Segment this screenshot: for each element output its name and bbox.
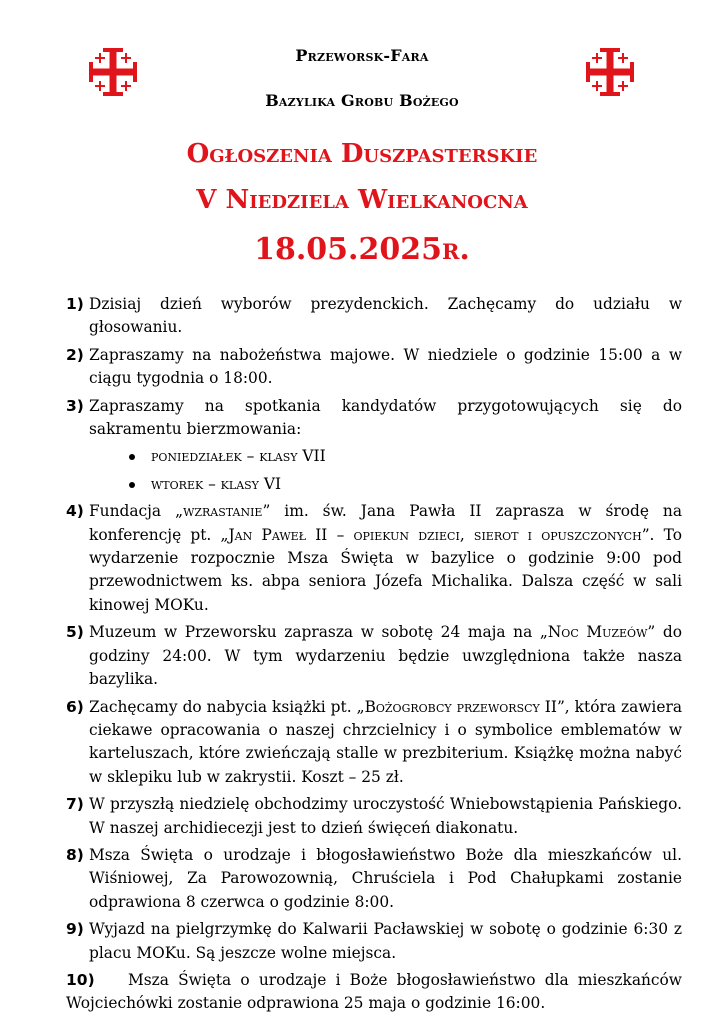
item-number: 1): [66, 295, 84, 313]
item-number: 6): [66, 697, 84, 716]
date-value: 18.05.2025: [254, 232, 442, 267]
item-text: Wyjazd na pielgrzymkę do Kalwarii Pacławskiej w sobotę o godzinie 6:30 z placu MOKu. Są jeszcze wolne miejsca.: [89, 920, 682, 962]
page-title: Ogłoszenia Duszpasterskie: [186, 139, 538, 169]
list-item: [66, 918, 682, 965]
bullet-list: [89, 445, 682, 496]
basilica-name: Bazylika Grobu Bożego: [265, 91, 459, 110]
list-item: [66, 293, 682, 340]
date-suffix: r.: [441, 232, 470, 267]
list-item: [66, 621, 682, 691]
page-subtitle: V Niedziela Wielkanocna: [196, 185, 528, 215]
item-text: Zachęcamy do nabycia książki pt. „: [89, 697, 365, 716]
bullet-item: wtorek – klasy VI: [129, 473, 682, 496]
list-item: [66, 500, 682, 617]
item-number: 9): [66, 920, 84, 939]
item-number: 8): [66, 845, 84, 864]
parish-name: Przeworsk-Fara: [295, 46, 429, 65]
item-text: Muzeum w Przeworsku zaprasza w sobotę 24 maja na „: [89, 623, 548, 642]
list-item: [66, 793, 682, 840]
list-item: [66, 844, 682, 914]
item-number: 5): [66, 623, 84, 642]
list-item: [66, 344, 682, 391]
announcement-date: [0, 232, 724, 267]
item-text: W przyszłą niedzielę obchodzimy uroczystość Wniebowstąpienia Pańskiego. W naszej archidiecezji jest to dzień święceń diakonatu.: [89, 795, 682, 837]
item-text-smallcaps: Jan Paweł II – opiekun dzieci, sierot i opuszczonych: [228, 525, 642, 544]
list-item: [66, 696, 682, 790]
list-item: [66, 969, 682, 1016]
item-text-smallcaps: Bożogrobcy przeworscy II: [364, 697, 557, 716]
item-number: 4): [66, 502, 84, 521]
item-number: 10): [66, 970, 95, 989]
item-text: Zapraszamy na nabożeństwa majowe. W niedziele o godzinie 15:00 a w ciągu tygodnia o 18:00.: [89, 345, 682, 388]
item-text: Msza Święta o urodzaje i błogosławieństwo Boże dla mieszkańców ul. Wiśniowej, Za Parowozownią, Chruściela i Pod Chałupkami zostanie odprawiona 8 czerwca o godzinie 8:00.: [89, 845, 682, 911]
item-text-smallcaps: wzrastanie: [183, 502, 263, 521]
item-text: Fundacja „: [89, 502, 184, 521]
item-number: 3): [66, 396, 84, 415]
item-number: 2): [66, 345, 84, 364]
announcements-list: [66, 293, 682, 1020]
item-text-smallcaps: Noc Muzeów: [547, 623, 648, 642]
item-text: ” do godziny 24:00. W tym wydarzeniu będzie uwzględniona także nasza bazylika.: [89, 623, 682, 689]
item-text: ” im. św. Jana Pawła II zaprasza w środę na konferencję pt. „: [89, 502, 683, 544]
list-item: [66, 395, 682, 497]
item-number: 7): [66, 795, 84, 814]
item-text: ”. To wydarzenie rozpocznie Msza Święta w bazylice o godzinie 9:00 pod przewodnictwem ks. abpa seniora Józefa Michalika. Dalsza część w sali kinowej MOKu.: [89, 525, 682, 614]
item-text: ”, która zawiera ciekawe opracowania o naszej chrzcielnicy i o symbolice emblematów w karteluszach, które zwieńczają stalle w prezbiterium. Książkę można nabyć w sklepiku lub w zakrystii. Koszt – 25 zł.: [89, 697, 682, 786]
item-text: Msza Święta o urodzaje i Boże błogosławieństwo dla mieszkańców Wojciechówki zostanie odprawiona 25 maja o godzinie 16:00.: [66, 970, 682, 1013]
bullet-item: poniedziałek – klasy VII: [129, 445, 682, 468]
item-text: Dzisiaj dzień wyborów prezydenckich. Zachęcamy do udziału w głosowaniu.: [89, 295, 682, 337]
item-text: Zapraszamy na spotkania kandydatów przygotowujących się do sakramentu bierzmowania:: [89, 396, 682, 439]
